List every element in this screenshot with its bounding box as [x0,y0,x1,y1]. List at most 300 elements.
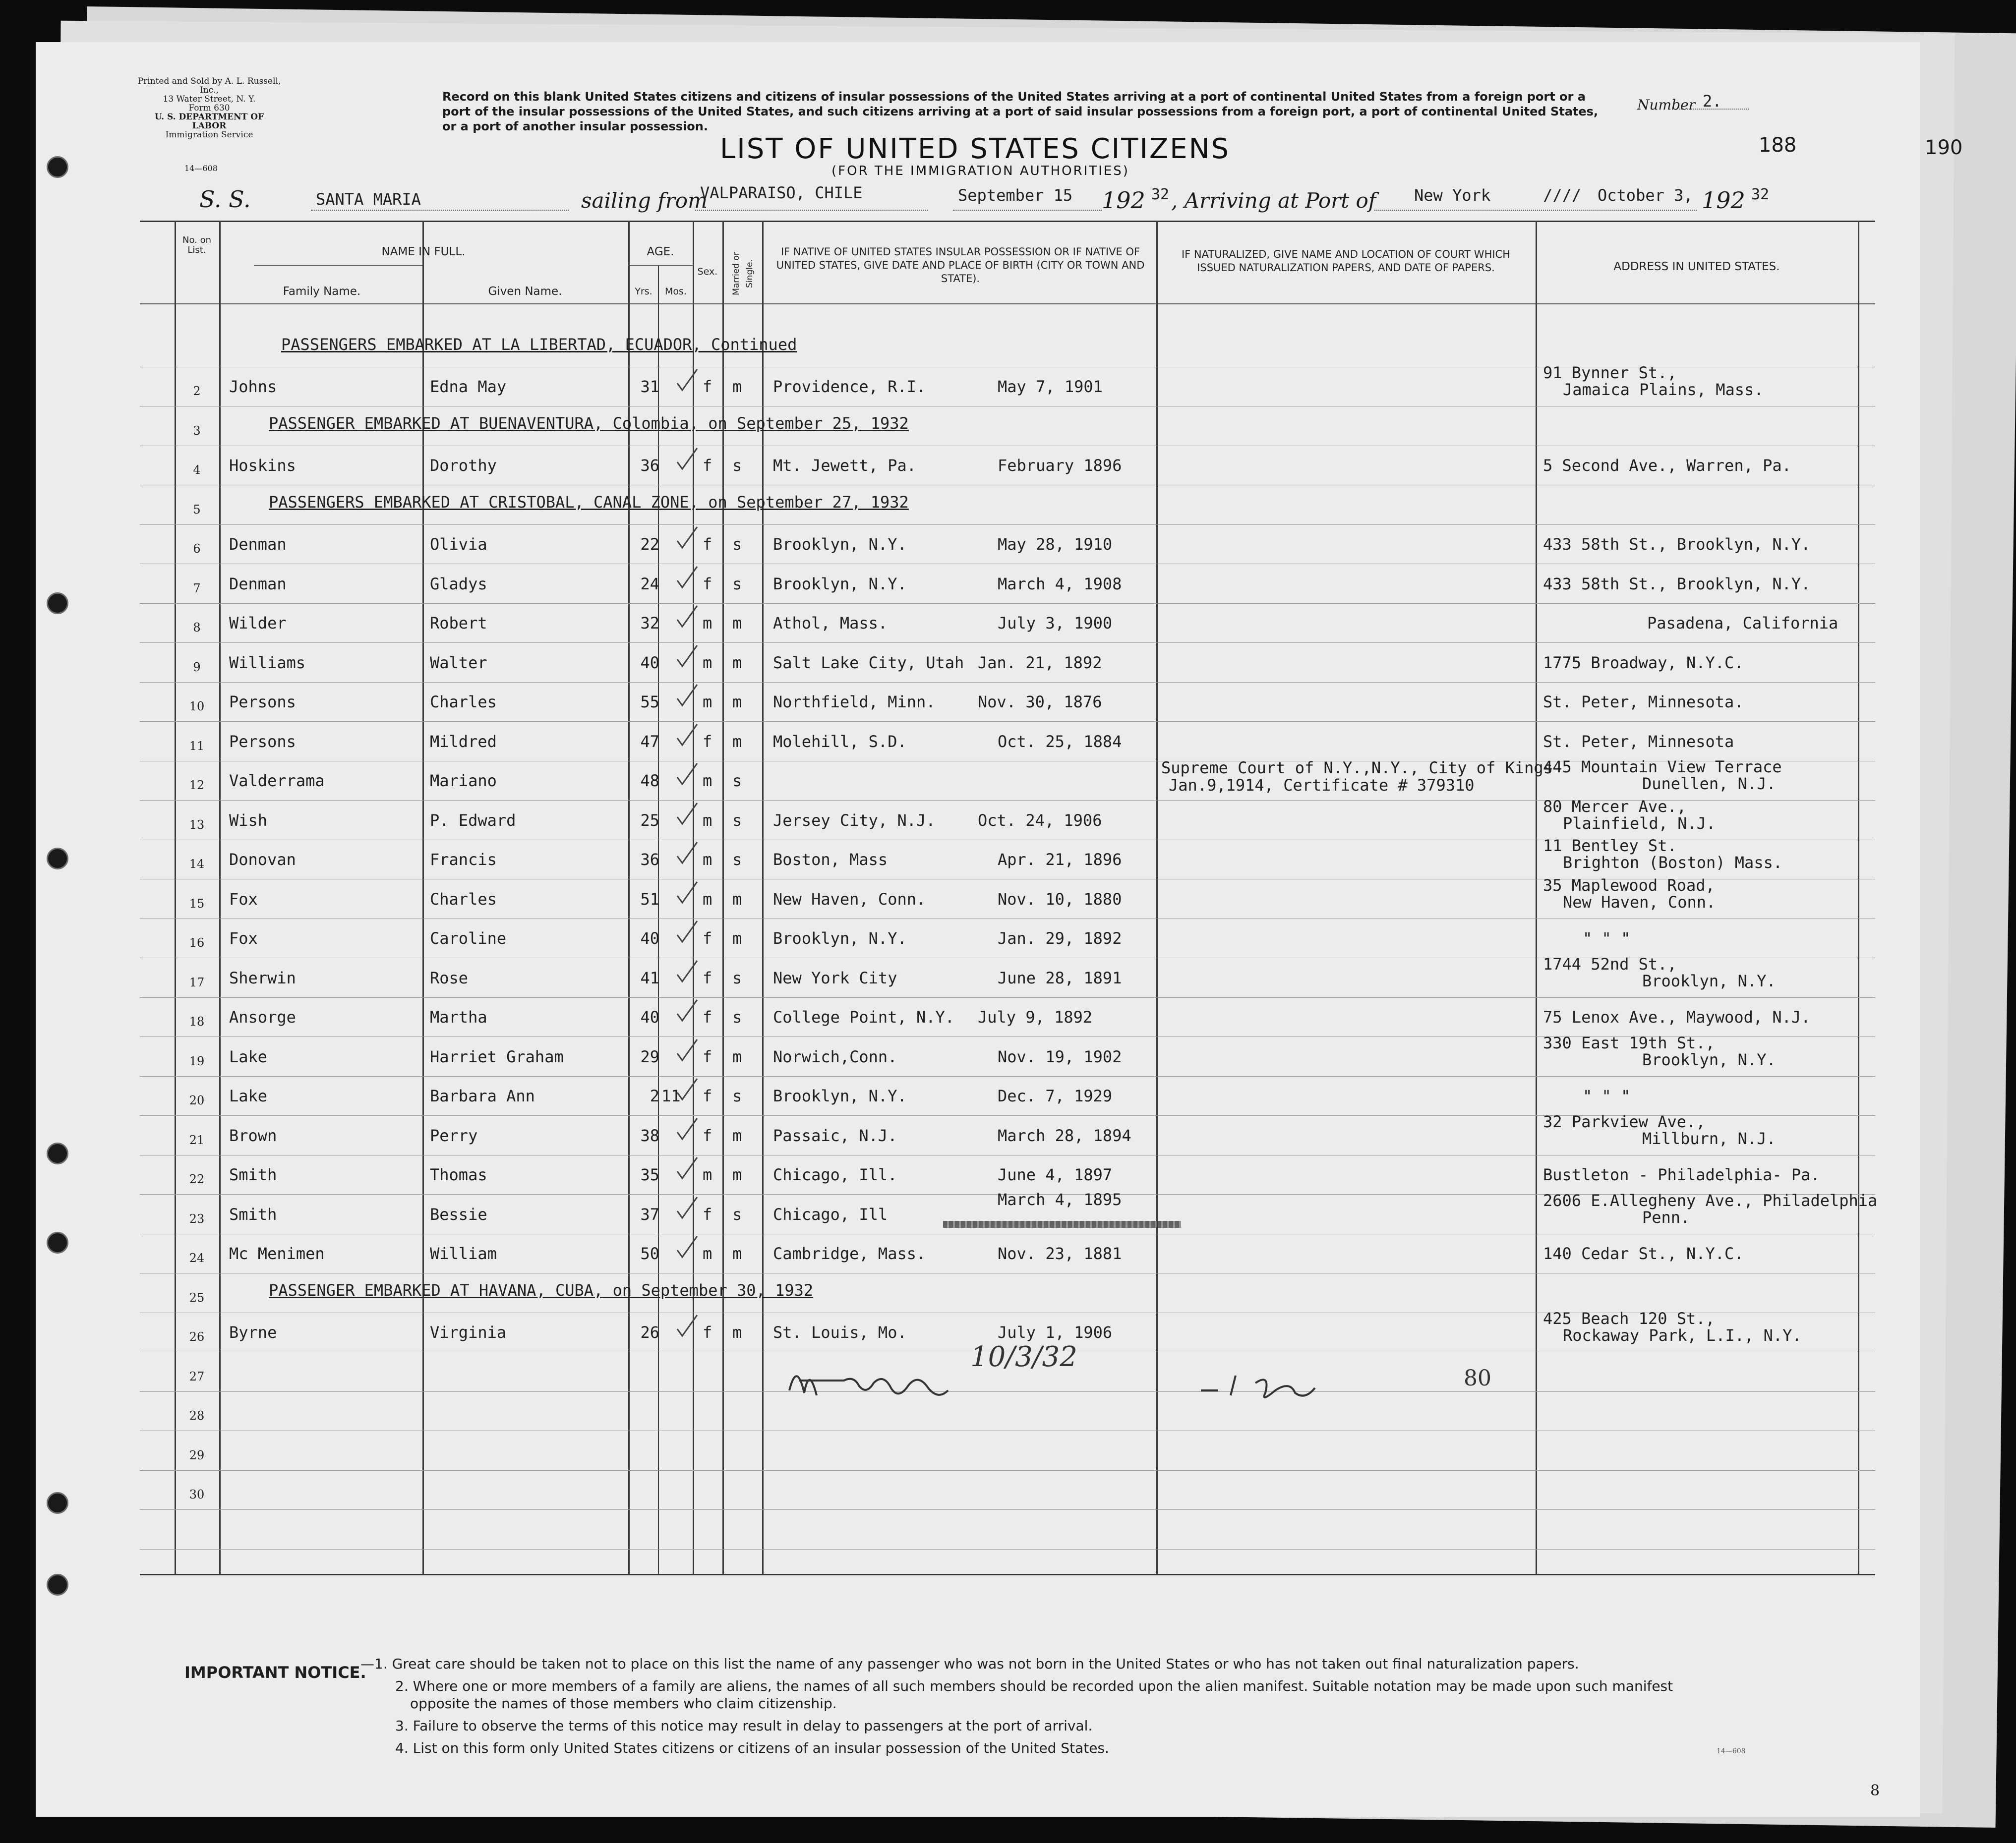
handwritten-count: 80 [1464,1366,1491,1391]
family-name: Denman [229,535,287,554]
row-number: 11 [189,739,205,753]
marital-status: m [732,1323,742,1342]
row-number: 28 [189,1409,205,1423]
check-mark [675,760,699,788]
birth-place: Chicago, Ill [773,1205,888,1224]
given-name: Dorothy [430,456,497,475]
sex: f [703,1205,712,1224]
birth-place: New Haven, Conn. [773,889,926,909]
corner-mark: 8 [1870,1782,1880,1799]
birth-date: Apr. 21, 1896 [998,850,1122,869]
sex: m [703,810,712,830]
given-name: Walter [430,653,487,672]
header-age-yrs: Yrs. [635,286,652,297]
manifest-page [36,42,1963,1817]
departure-year: 32 [1151,186,1170,203]
address-line-2: Jamaica Plains, Mass. [1563,380,1764,399]
address-line-2: Rockaway Park, L.I., N.Y. [1563,1326,1802,1345]
age-years: 38 [640,1126,659,1145]
notice-item-1: —1. Great care should be taken not to place on this list the name of any passenger who was not born in the United States or who has not taken out final naturalization papers. [360,1656,1579,1672]
row-number: 4 [193,463,201,477]
imprint-line: Printed and Sold by A. L. Russell, Inc., [137,76,281,95]
check-mark [675,603,699,631]
sex: f [703,732,712,751]
given-name: Harriet Graham [430,1047,564,1066]
family-name: Johns [229,377,277,396]
marital-status: m [732,653,742,672]
naturalization-certificate: Jan.9,1914, Certificate # 379310 [1169,776,1475,795]
marital-status: s [732,456,742,475]
header-name-in-full: NAME IN FULL. [381,245,466,258]
given-name: P. Edward [430,810,516,830]
struck-entry [943,1221,1181,1228]
address-line-2: Plainfield, N.J. [1563,813,1716,833]
check-mark [675,1312,699,1340]
row-number: 15 [189,896,205,911]
instruction-line: port of the insular possessions of the United States, and such citizens arriving at a port of said insular possessions from a foreign port, a port of continental United States, [442,105,1599,118]
age-years: 50 [640,1244,659,1263]
naturalization-court: Supreme Court of N.Y.,N.Y., City of Kings [1161,758,1553,777]
marital-status: s [732,1087,742,1105]
row-rule [140,524,1875,525]
marital-status: m [732,614,742,633]
birth-place: Chicago, Ill. [773,1165,897,1184]
given-name: Martha [430,1008,487,1027]
check-mark [675,445,699,473]
notice-item-4: 4. List on this form only United States citizens or citizens of an insular possession of the United States. [395,1740,1109,1756]
marital-status: s [732,771,742,790]
birth-date: May 7, 1901 [998,377,1103,396]
check-mark [675,800,699,828]
family-name: Wish [229,810,268,830]
age-years: 36 [640,850,659,869]
document-subtitle: (FOR THE IMMIGRATION AUTHORITIES) [831,164,1129,178]
given-name: Gladys [430,574,487,593]
birth-place: Norwich,Conn. [773,1047,897,1066]
row-number: 25 [189,1290,205,1305]
row-number: 3 [193,423,201,438]
age-years: 29 [640,1047,659,1066]
imprint-line: Immigration Service [165,130,253,140]
given-name: William [430,1244,497,1263]
age-years: 40 [640,929,659,948]
birth-place: Boston, Mass [773,850,888,869]
age-years: 32 [640,614,659,633]
marital-status: s [732,968,742,987]
address-line-2: Brighton (Boston) Mass. [1563,853,1783,872]
birth-place: Molehill, S.D. [773,732,907,751]
birth-date: March 28, 1894 [998,1126,1131,1145]
check-mark [675,1194,699,1222]
row-number: 27 [189,1369,205,1383]
birth-place: New York City [773,968,897,987]
given-name: Virginia [430,1323,507,1342]
birth-date: July 3, 1900 [998,614,1113,633]
address-line-1: 75 Lenox Ave., Maywood, N.J. [1543,1008,1811,1027]
sex: f [703,535,712,554]
address-line-1: 35 Maplewood Road, [1543,875,1715,895]
marital-status: s [732,810,742,830]
sex: m [703,771,712,790]
year-prefix-2: 192 [1702,187,1745,214]
birth-place: Jersey City, N.J. [773,810,936,830]
sex: f [703,456,712,475]
address-line-1: 2606 E.Allegheny Ave., Philadelphia [1543,1191,1878,1210]
binder-hole [47,1574,68,1596]
age-years: 26 [640,1323,659,1342]
imprint-line: 13 Water Street, N. Y. [163,94,256,104]
marital-status: m [732,929,742,948]
sex: f [703,1323,712,1342]
row-number: 6 [193,542,201,556]
address-line-1: St. Peter, Minnesota [1543,732,1734,751]
birth-date: Oct. 24, 1906 [978,810,1102,830]
birth-place: Brooklyn, N.Y. [773,574,907,593]
birth-date: Dec. 7, 1929 [998,1087,1113,1105]
given-name: Charles [430,692,497,711]
check-mark [675,879,699,907]
address-line-1: 32 Parkview Ave., [1543,1112,1706,1131]
binder-hole [47,1492,68,1514]
given-name: Thomas [430,1165,487,1184]
birth-place: Salt Lake City, Utah [773,653,964,672]
birth-date: Nov. 23, 1881 [998,1244,1122,1263]
family-name: Persons [229,732,296,751]
birth-date: Nov. 10, 1880 [998,889,1122,909]
row-number: 26 [189,1330,205,1344]
check-mark [675,642,699,670]
given-name: Caroline [430,929,507,948]
footer-form-code: 14—608 [1717,1747,1746,1755]
birth-date: May 28, 1910 [998,535,1113,554]
address-line-1: 1775 Broadway, N.Y.C. [1543,653,1744,672]
family-name: Valderrama [229,771,325,790]
birth-place: Mt. Jewett, Pa. [773,456,916,475]
row-number: 18 [189,1015,205,1029]
departure-date: September 15 [958,186,1073,205]
sex: f [703,574,712,593]
binder-hole [47,1232,68,1254]
age-years: 2 [650,1087,659,1105]
binder-hole [47,848,68,869]
printer-imprint [137,77,281,139]
section-heading: PASSENGER EMBARKED AT BUENAVENTURA, Colombia, on September 25, 1932 [269,413,909,433]
handwritten-date: 10/3/32 [970,1341,1077,1373]
number-value: 2. [1703,92,1722,111]
sex: f [703,929,712,948]
marital-status: s [732,1008,742,1027]
section-heading: PASSENGERS EMBARKED AT CRISTOBAL, CANAL ZONE, on September 27, 1932 [269,492,909,512]
instruction-line: or a port of another insular possession. [442,119,708,133]
birth-date: Jan. 21, 1892 [978,653,1102,672]
departure-port: VALPARAISO, CHILE [700,183,863,202]
sex: f [703,1008,712,1027]
row-number: 14 [189,857,205,871]
dotted-line [695,210,928,211]
marital-status: m [732,732,742,751]
age-years: 35 [640,1165,659,1184]
check-mark [675,721,699,749]
row-number: 7 [193,581,201,595]
family-name: Brown [229,1126,277,1145]
header-no-on-list: No. on List. [182,235,212,255]
birth-date: Jan. 29, 1892 [998,929,1122,948]
number-label: Number [1637,97,1695,113]
sex: m [703,692,712,711]
row-number: 12 [189,778,205,792]
notice-item-2-continued: opposite the names of those members who claim citizenship. [410,1695,837,1712]
address-line-2: New Haven, Conn. [1563,892,1716,912]
row-number: 2 [193,384,201,398]
check-mark [675,1115,699,1143]
row-rule [140,603,1875,604]
page-number-stamp: 188 [1759,134,1797,157]
struck-text: //// [1543,186,1582,205]
sex: f [703,968,712,987]
address-line-2: Dunellen, N.J. [1642,774,1776,793]
given-name: Francis [430,850,497,869]
sex: m [703,1244,712,1263]
row-rule [140,642,1875,643]
address-line-2: Brooklyn, N.Y. [1642,1050,1776,1069]
check-mark [675,682,699,709]
address-line-1: " " " [1583,929,1631,948]
address-line-1: 1744 52nd St., [1543,954,1677,974]
header-given-name: Given Name. [488,285,562,298]
header-birth-place: IF NATIVE OF UNITED STATES INSULAR POSSESSION OR IF NATIVE OF UNITED STATES, GIVE DATE AND PLACE OF BIRTH (CITY OR TOWN AND STATE). [776,246,1145,285]
sex: m [703,850,712,869]
binder-hole [47,592,68,614]
given-name: Perry [430,1126,478,1145]
sex: m [703,1165,712,1184]
imprint-line: Form 630 [188,103,230,113]
header-family-name: Family Name. [283,285,361,298]
birth-date: July 1, 1906 [998,1323,1113,1342]
birth-place: St. Louis, Mo. [773,1323,907,1342]
given-name: Edna May [430,377,507,396]
instruction-line: Record on this blank United States citizens and citizens of insular possessions of the United States arriving at a port of continental United States from a foreign port or a [442,90,1586,104]
address-line-1: 330 East 19th St., [1543,1033,1715,1052]
row-number: 9 [193,660,201,674]
age-years: 40 [640,1008,659,1027]
birth-place: Northfield, Minn. [773,692,936,711]
row-number: 16 [189,936,205,950]
row-number: 20 [189,1094,205,1107]
header-sex: Sex. [697,266,718,277]
year-prefix: 192 [1102,187,1145,214]
family-name: Lake [229,1087,268,1105]
birth-date: March 4, 1895 [998,1190,1122,1209]
given-name: Rose [430,968,469,987]
dotted-line [1374,210,1697,211]
family-name: Smith [229,1165,277,1184]
header-age: AGE. [647,245,674,258]
age-years: 51 [640,889,659,909]
address-line-1: 80 Mercer Ave., [1543,797,1686,816]
address-line-1: 140 Cedar St., N.Y.C. [1543,1244,1744,1263]
row-number: 21 [189,1133,205,1147]
birth-place: College Point, N.Y. [773,1008,955,1027]
row-number: 24 [189,1251,205,1265]
birth-date: Nov. 30, 1876 [978,692,1102,711]
section-heading: PASSENGER EMBARKED AT HAVANA, CUBA, on September 30, 1932 [269,1280,814,1300]
notice-item-3: 3. Failure to observe the terms of this notice may result in delay to passengers at the port of arrival. [395,1718,1093,1734]
dotted-line [953,210,1102,211]
age-years: 36 [640,456,659,475]
age-years: 24 [640,574,659,593]
address-line-1: " " " [1583,1087,1631,1105]
address-line-1: 425 Beach 120 St., [1543,1309,1715,1328]
given-name: Mariano [430,771,497,790]
row-number: 10 [189,699,205,713]
family-name: Persons [229,692,296,711]
birth-date: July 9, 1892 [978,1008,1093,1027]
ship-name: SANTA MARIA [316,190,421,209]
row-rule [140,1549,1875,1550]
row-number: 17 [189,975,205,989]
notice-heading: IMPORTANT NOTICE. [184,1663,366,1682]
marital-status: s [732,1205,742,1224]
marital-status: s [732,850,742,869]
marital-status: m [732,692,742,711]
dotted-line [311,210,569,211]
arriving-label: , Arriving at Port of [1171,188,1376,213]
check-mark [675,524,699,552]
birth-place: Brooklyn, N.Y. [773,1087,907,1105]
page-number-stamp-2: 190 [1925,136,1963,159]
family-name: Smith [229,1205,277,1224]
age-years: 31 [640,377,659,396]
address-line-2: Brooklyn, N.Y. [1642,971,1776,990]
birth-date: March 4, 1908 [998,574,1122,593]
family-name: Wilder [229,614,287,633]
section-heading: PASSENGERS EMBARKED AT LA LIBERTAD, ECUADOR, Continued [281,335,797,354]
header-married-single: Married or Single. [731,252,755,295]
age-years: 25 [640,810,659,830]
age-years: 41 [640,968,659,987]
check-mark [675,997,699,1025]
family-name: Denman [229,574,287,593]
family-name: Fox [229,929,258,948]
binder-hole [47,156,68,178]
family-name: Donovan [229,850,296,869]
notice-item-2: 2. Where one or more members of a family are aliens, the names of all such members should be recorded upon the alien manifest. Suitable notation may be made upon such manifest [395,1678,1673,1694]
header-address: ADDRESS IN UNITED STATES. [1613,260,1780,273]
address-line-2: Millburn, N.J. [1642,1129,1776,1148]
row-rule [140,1076,1875,1077]
instruction-text [442,89,1598,134]
marital-status: m [732,1165,742,1184]
birth-date: June 28, 1891 [998,968,1122,987]
age-years: 48 [640,771,659,790]
address-line-1: 445 Mountain View Terrace [1543,757,1782,776]
check-mark [675,958,699,985]
check-mark [675,918,699,946]
sex: m [703,614,712,633]
check-mark [675,1076,699,1103]
row-rule [140,721,1875,722]
form-code: 14—608 [184,164,218,173]
row-rule [140,1509,1875,1510]
age-years: 47 [640,732,659,751]
row-number: 29 [189,1448,205,1462]
check-mark [675,1233,699,1261]
row-number: 22 [189,1172,205,1186]
family-name: Hoskins [229,456,296,475]
address-line-2: Penn. [1642,1208,1690,1227]
marital-status: m [732,1047,742,1066]
sex: f [703,1087,712,1105]
given-name: Mildred [430,732,497,751]
birth-date: Oct. 25, 1884 [998,732,1122,751]
imprint-line: U. S. DEPARTMENT OF LABOR [154,112,264,131]
address-line-1: St. Peter, Minnesota. [1543,692,1744,711]
sailing-from-label: sailing from [581,188,708,213]
age-years: 55 [640,692,659,711]
sex: m [703,889,712,909]
birth-place: Passaic, N.J. [773,1126,897,1145]
given-name: Barbara Ann [430,1087,535,1105]
marital-status: m [732,377,742,396]
birth-place: Brooklyn, N.Y. [773,929,907,948]
family-name: Fox [229,889,258,909]
address-line-1: Bustleton - Philadelphia- Pa. [1543,1165,1820,1184]
age-years: 22 [640,535,659,554]
binder-hole [47,1143,68,1164]
address-line-1: 433 58th St., Brooklyn, N.Y. [1543,574,1811,593]
family-name: Ansorge [229,1008,296,1027]
birth-date: June 4, 1897 [998,1165,1113,1184]
family-name: Byrne [229,1323,277,1342]
age-years: 40 [640,653,659,672]
family-name: Sherwin [229,968,296,987]
row-rule [140,997,1875,998]
age-months: 11 [661,1087,681,1105]
address-line-1: 433 58th St., Brooklyn, N.Y. [1543,535,1811,554]
birth-place: Cambridge, Mass. [773,1244,926,1263]
address-line-1: 91 Bynner St., [1543,363,1677,382]
birth-date: February 1896 [998,456,1122,475]
check-mark [675,1037,699,1064]
marital-status: m [732,889,742,909]
given-name: Charles [430,889,497,909]
header-age-mos: Mos. [665,286,687,297]
row-rule [140,682,1875,683]
check-mark [675,1154,699,1182]
arrival-date: October 3, [1598,186,1693,205]
header-naturalization: IF NATURALIZED, GIVE NAME AND LOCATION OF COURT WHICH ISSUED NATURALIZATION PAPERS, AND DATE OF PAPERS. [1181,248,1511,274]
row-number: 13 [189,817,205,832]
document-title: LIST OF UNITED STATES CITIZENS [720,133,1231,165]
marital-status: s [732,535,742,554]
row-number: 19 [189,1054,205,1068]
address-line-1: 5 Second Ave., Warren, Pa. [1543,456,1791,475]
row-number: 8 [193,621,201,634]
address-line-1: Pasadena, California [1647,614,1838,633]
family-name: Lake [229,1047,268,1066]
sex: f [703,1047,712,1066]
family-name: Williams [229,653,306,672]
check-mark [675,839,699,867]
sex: f [703,377,712,396]
sex: f [703,1126,712,1145]
sex: m [703,653,712,672]
birth-place: Athol, Mass. [773,614,888,633]
row-rule [140,1470,1875,1471]
marital-status: m [732,1244,742,1263]
given-name: Robert [430,614,487,633]
arrival-port: New York [1414,186,1491,205]
